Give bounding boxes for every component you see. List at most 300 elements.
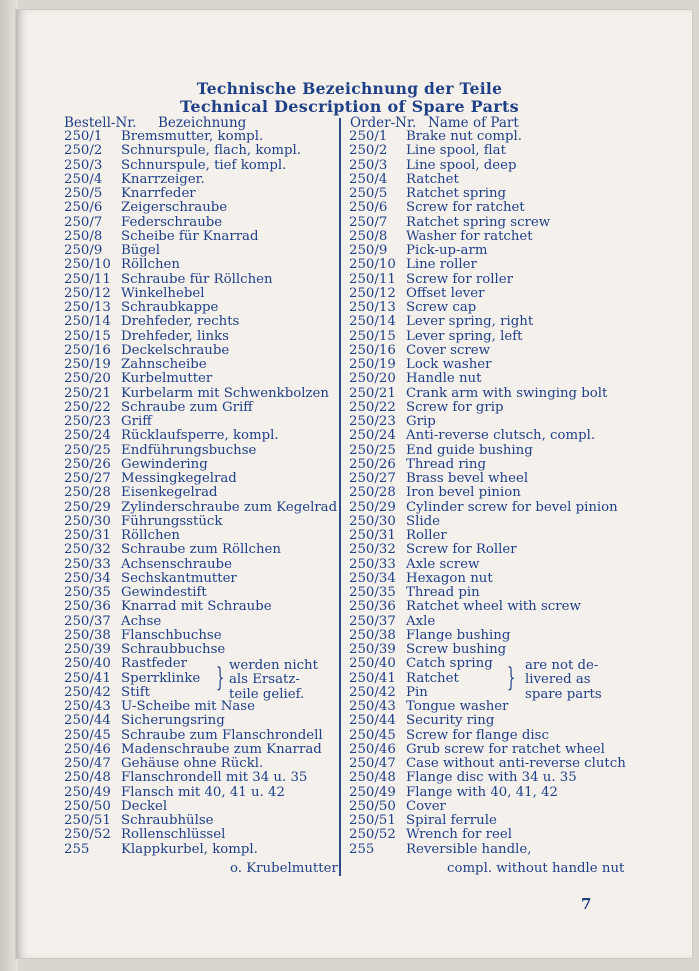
- part-number: 250/13: [349, 300, 396, 315]
- part-name: Anti-reverse clutsch, compl.: [406, 428, 596, 444]
- part-number: 250/5: [349, 186, 388, 201]
- part-number: 250/39: [64, 642, 111, 657]
- left-note-line-2: als Ersatz-: [229, 672, 300, 687]
- parts-row: [64, 600, 336, 614]
- part-number: 250/33: [349, 556, 396, 572]
- part-name: Spiral ferrule: [406, 813, 497, 828]
- parts-row: [349, 771, 639, 785]
- right-brace: }: [507, 663, 516, 693]
- part-number: 250/14: [64, 314, 111, 330]
- part-name: Schraube zum Flanschrondell: [121, 727, 323, 743]
- part-name: Axle: [406, 613, 436, 629]
- parts-row: [349, 800, 639, 814]
- part-name: Crank arm with swinging bolt: [406, 385, 608, 401]
- parts-row: [64, 330, 336, 344]
- parts-row: [64, 372, 336, 386]
- part-name: Schnurspule, tief kompl.: [121, 157, 287, 173]
- parts-row: [64, 315, 336, 329]
- part-name: Flange bushing: [406, 627, 511, 643]
- parts-row: [349, 714, 639, 728]
- part-number: 250/7: [349, 214, 388, 230]
- part-number: 250/3: [64, 157, 103, 173]
- part-number: 250/44: [349, 713, 396, 729]
- part-number: 250/16: [349, 342, 396, 358]
- part-name: Schraube für Röllchen: [121, 271, 273, 287]
- parts-row: [64, 486, 336, 500]
- part-name: Security ring: [406, 713, 495, 729]
- part-name: Grip: [406, 414, 436, 429]
- part-number: 250/19: [64, 357, 111, 372]
- part-name: Schraubkappe: [121, 300, 219, 315]
- part-name: Flange disc with 34 u. 35: [406, 770, 577, 786]
- part-name: Iron bevel pinion: [406, 485, 521, 501]
- parts-row: [64, 258, 336, 272]
- part-name: Tongue washer: [406, 699, 509, 714]
- part-number: 250/40: [349, 656, 396, 672]
- parts-row: [64, 201, 336, 215]
- part-number: 250/23: [349, 414, 396, 429]
- part-name: Knarrzeiger.: [121, 171, 205, 187]
- part-number: 250/24: [349, 428, 396, 444]
- part-name: Line spool, deep: [406, 157, 517, 173]
- part-number: 250/20: [349, 371, 396, 387]
- part-number: 250/15: [349, 328, 396, 344]
- parts-row: [349, 472, 639, 486]
- part-number: 250/10: [64, 257, 111, 273]
- parts-row: [64, 729, 336, 743]
- parts-row: [349, 458, 639, 472]
- part-number: 250/38: [64, 627, 111, 643]
- part-number: 250/22: [64, 399, 111, 415]
- parts-row: [349, 843, 639, 857]
- part-number: 250/25: [64, 442, 111, 458]
- parts-row: [64, 230, 336, 244]
- part-number: 250/51: [64, 813, 111, 828]
- part-name: Screw for flange disc: [406, 727, 549, 743]
- part-number: 250/23: [64, 414, 111, 429]
- part-name: Zylinderschraube zum Kegelrad: [121, 499, 338, 515]
- parts-row: [64, 472, 336, 486]
- parts-row: [64, 130, 336, 144]
- right-header-name: Name of Part: [428, 115, 519, 131]
- part-name: Flanschbuchse: [121, 627, 222, 643]
- parts-row: [349, 444, 639, 458]
- parts-row: [349, 415, 639, 429]
- part-name: Bügel: [121, 243, 160, 258]
- parts-row: [64, 757, 336, 771]
- parts-row: [349, 672, 639, 686]
- parts-row: [349, 558, 639, 572]
- column-divider: [339, 118, 341, 876]
- parts-row: [64, 786, 336, 800]
- part-name: Scheibe für Knarrad: [121, 228, 259, 244]
- part-name: Handle nut: [406, 371, 482, 387]
- part-name: Griff: [121, 414, 152, 429]
- parts-row: [349, 629, 639, 643]
- parts-row: [349, 529, 639, 543]
- part-number: 250/28: [64, 485, 111, 501]
- parts-row: [349, 515, 639, 529]
- parts-row: [64, 843, 336, 857]
- part-number: 250/37: [349, 613, 396, 629]
- part-number: 250/9: [64, 243, 103, 258]
- part-number: 250/4: [64, 171, 103, 187]
- parts-row: [349, 429, 639, 443]
- parts-row: [349, 743, 639, 757]
- parts-row: [349, 159, 639, 173]
- part-number: 250/11: [349, 271, 396, 287]
- part-name: Gehäuse ohne Rückl.: [121, 756, 264, 771]
- part-name: Rollenschlüssel: [121, 827, 226, 843]
- part-name: Achsenschraube: [121, 556, 232, 572]
- part-number: 255: [64, 841, 90, 857]
- part-name: Screw cap: [406, 300, 477, 315]
- part-number: 250/40: [64, 656, 111, 672]
- part-name: Flange with 40, 41, 42: [406, 784, 559, 800]
- part-name: Drehfeder, rechts: [121, 314, 240, 330]
- part-name: Lever spring, left: [406, 328, 523, 344]
- left-header-name: Bezeichnung: [158, 115, 247, 131]
- part-name: Thread pin: [406, 585, 480, 600]
- parts-row: [349, 401, 639, 415]
- part-name: Sicherungsring: [121, 713, 225, 729]
- part-name: Kurbelmutter: [121, 371, 213, 387]
- right-note-line-2: livered as: [525, 672, 591, 687]
- part-number: 250/2: [64, 143, 103, 159]
- part-number: 250/38: [349, 627, 396, 643]
- part-name: Schnurspule, flach, kompl.: [121, 143, 302, 159]
- part-name: Washer for ratchet: [406, 228, 533, 244]
- part-number: 250/11: [64, 271, 111, 287]
- part-name: Stift: [121, 684, 150, 700]
- part-number: 250/39: [349, 642, 396, 657]
- part-number: 250/28: [349, 485, 396, 501]
- part-name: Kurbelarm mit Schwenkbolzen: [121, 385, 329, 401]
- part-number: 250/42: [349, 684, 396, 700]
- right-note-line-3: spare parts: [525, 687, 602, 702]
- part-number: 250/33: [64, 556, 111, 572]
- part-number: 250/50: [349, 798, 396, 814]
- part-name: Eisenkegelrad: [121, 485, 218, 501]
- parts-row: [64, 287, 336, 301]
- part-number: 250/52: [349, 827, 396, 843]
- part-number: 250/7: [64, 214, 103, 230]
- part-name: Cylinder screw for bevel pinion: [406, 499, 618, 515]
- part-name: Führungsstück: [121, 513, 223, 529]
- part-number: 250/8: [349, 228, 388, 244]
- parts-row: [349, 372, 639, 386]
- parts-row: [64, 558, 336, 572]
- part-number: 250/43: [64, 699, 111, 714]
- part-number: 250/52: [64, 827, 111, 843]
- part-number: 250/21: [349, 385, 396, 401]
- part-number: 250/9: [349, 243, 388, 258]
- part-name: Zahnscheibe: [121, 357, 207, 372]
- part-name: Gewindestift: [121, 585, 207, 600]
- part-number: 250/35: [64, 585, 111, 600]
- part-number: 250/41: [349, 670, 396, 686]
- part-name: Brake nut compl.: [406, 129, 522, 144]
- part-name: Case without anti-reverse clutch: [406, 756, 626, 771]
- parts-row: [64, 814, 336, 828]
- part-number: 250/49: [349, 784, 396, 800]
- part-number: 250/14: [349, 314, 396, 330]
- left-parts-list: [64, 130, 336, 857]
- part-name: End guide bushing: [406, 442, 533, 458]
- parts-row: [349, 287, 639, 301]
- part-name: Pick-up-arm: [406, 243, 488, 258]
- part-number: 250/50: [64, 798, 111, 814]
- part-number: 250/4: [349, 171, 388, 187]
- part-name: Knarrfeder: [121, 186, 196, 201]
- left-last-line: o. Krubelmutter: [230, 861, 338, 876]
- part-number: 250/15: [64, 328, 111, 344]
- parts-row: [349, 615, 639, 629]
- part-name: Roller: [406, 528, 447, 543]
- part-name: Knarrad mit Schraube: [121, 599, 272, 615]
- part-name: Flansch mit 40, 41 u. 42: [121, 784, 285, 800]
- parts-row: [349, 230, 639, 244]
- part-number: 250/37: [64, 613, 111, 629]
- part-name: Zeigerschraube: [121, 200, 228, 216]
- parts-row: [349, 786, 639, 800]
- parts-row: [64, 515, 336, 529]
- parts-row: [64, 800, 336, 814]
- parts-row: [349, 130, 639, 144]
- part-name: Screw for grip: [406, 399, 504, 415]
- part-number: 250/27: [64, 471, 111, 486]
- part-number: 250/36: [64, 599, 111, 615]
- part-number: 250/29: [349, 499, 396, 515]
- parts-row: [64, 572, 336, 586]
- part-number: 250/29: [64, 499, 111, 515]
- parts-row: [64, 144, 336, 158]
- part-name: Rücklaufsperre, kompl.: [121, 428, 279, 444]
- left-note-line-1: werden nicht: [229, 658, 318, 673]
- parts-row: [64, 586, 336, 600]
- part-number: 250/34: [64, 570, 111, 586]
- part-name: Ratchet: [406, 171, 459, 187]
- parts-row: [349, 273, 639, 287]
- part-name: Slide: [406, 513, 440, 529]
- part-number: 250/34: [349, 570, 396, 586]
- left-brace: }: [216, 663, 225, 693]
- part-name: Deckelschraube: [121, 342, 230, 358]
- left-header-number: Bestell-Nr.: [64, 115, 137, 131]
- part-name: Hexagon nut: [406, 570, 493, 586]
- part-number: 250/45: [349, 727, 396, 743]
- left-note-line-3: teile gelief.: [229, 687, 305, 702]
- parts-row: [349, 144, 639, 158]
- part-number: 250/46: [349, 741, 396, 757]
- part-name: Reversible handle,: [406, 841, 532, 857]
- parts-row: [64, 173, 336, 187]
- part-number: 250/45: [64, 727, 111, 743]
- part-name: Screw for Roller: [406, 542, 517, 558]
- part-name: Line roller: [406, 257, 477, 273]
- parts-row: [349, 315, 639, 329]
- part-name: Brass bevel wheel: [406, 471, 529, 486]
- part-number: 250/12: [349, 285, 396, 301]
- part-number: 250/47: [64, 756, 111, 771]
- part-name: Ratchet spring screw: [406, 214, 551, 230]
- part-name: Deckel: [121, 798, 168, 814]
- part-number: 250/5: [64, 186, 103, 201]
- part-name: Screw for ratchet: [406, 200, 525, 216]
- parts-row: [64, 216, 336, 230]
- part-name: Wrench for reel: [406, 827, 512, 843]
- parts-row: [349, 244, 639, 258]
- part-name: Federschraube: [121, 214, 223, 230]
- part-name: Cover screw: [406, 342, 491, 358]
- part-number: 250/42: [64, 684, 111, 700]
- parts-row: [64, 187, 336, 201]
- part-number: 250/1: [349, 129, 388, 144]
- part-number: 250/31: [64, 528, 111, 543]
- part-name: Lever spring, right: [406, 314, 534, 330]
- part-name: Winkelhebel: [121, 285, 205, 301]
- part-name: Ratchet: [406, 670, 459, 686]
- part-number: 250/19: [349, 357, 396, 372]
- parts-row: [349, 572, 639, 586]
- parts-row: [64, 743, 336, 757]
- title-english: Technical Description of Spare Parts: [180, 97, 519, 116]
- parts-row: [64, 415, 336, 429]
- part-name: U-Scheibe mit Nase: [121, 699, 256, 714]
- part-name: Line spool, flat: [406, 143, 506, 159]
- parts-row: [64, 643, 336, 657]
- part-number: 250/49: [64, 784, 111, 800]
- part-number: 250/26: [349, 456, 396, 472]
- parts-row: [349, 828, 639, 842]
- part-name: Achse: [121, 613, 162, 629]
- part-number: 250/6: [349, 200, 388, 216]
- part-name: Catch spring: [406, 656, 493, 672]
- parts-row: [64, 714, 336, 728]
- parts-row: [349, 301, 639, 315]
- right-parts-list: [349, 130, 639, 857]
- part-name: Klappkurbel, kompl.: [121, 841, 258, 857]
- part-name: Ratchet wheel with screw: [406, 599, 581, 615]
- part-name: Gewindering: [121, 456, 208, 472]
- parts-row: [349, 757, 639, 771]
- title-german: Technische Bezeichnung der Teile: [196, 79, 503, 98]
- parts-row: [349, 586, 639, 600]
- parts-row: [64, 629, 336, 643]
- part-number: 250/36: [349, 599, 396, 615]
- part-name: Schraubbuchse: [121, 642, 226, 657]
- part-name: Grub screw for ratchet wheel: [406, 741, 605, 757]
- parts-row: [64, 387, 336, 401]
- parts-row: [349, 330, 639, 344]
- part-name: Ratchet spring: [406, 186, 507, 201]
- part-number: 250/46: [64, 741, 111, 757]
- parts-row: [64, 444, 336, 458]
- part-number: 250/6: [64, 200, 103, 216]
- parts-row: [64, 501, 336, 515]
- parts-row: [64, 301, 336, 315]
- parts-row: [349, 387, 639, 401]
- parts-row: [64, 244, 336, 258]
- parts-row: [349, 543, 639, 557]
- parts-row: [64, 615, 336, 629]
- right-last-line: compl. without handle nut: [447, 861, 625, 876]
- parts-row: [349, 216, 639, 230]
- parts-row: [349, 201, 639, 215]
- part-name: Screw bushing: [406, 642, 507, 657]
- part-name: Schraube zum Röllchen: [121, 542, 281, 558]
- part-name: Thread ring: [406, 456, 487, 472]
- right-header-number: Order-Nr.: [350, 115, 417, 131]
- page-number: 7: [581, 895, 592, 913]
- part-number: 250/32: [349, 542, 396, 558]
- parts-row: [349, 486, 639, 500]
- part-number: 250/32: [64, 542, 111, 558]
- part-name: Madenschraube zum Knarrad: [121, 741, 322, 757]
- parts-row: [64, 429, 336, 443]
- parts-row: [349, 358, 639, 372]
- parts-row: [349, 600, 639, 614]
- part-number: 250/10: [349, 257, 396, 273]
- parts-row: [349, 258, 639, 272]
- part-number: 250/25: [349, 442, 396, 458]
- part-number: 250/2: [349, 143, 388, 159]
- part-name: Bremsmutter, kompl.: [121, 129, 264, 144]
- right-note-line-1: are not de-: [525, 658, 599, 673]
- part-name: Sechskantmutter: [121, 570, 237, 586]
- part-name: Axle screw: [406, 556, 480, 572]
- parts-row: [349, 173, 639, 187]
- part-name: Drehfeder, links: [121, 328, 229, 344]
- parts-row: [64, 159, 336, 173]
- parts-row: [64, 401, 336, 415]
- parts-row: [349, 501, 639, 515]
- part-name: Röllchen: [121, 528, 180, 543]
- parts-row: [349, 729, 639, 743]
- part-name: Endführungsbuchse: [121, 442, 257, 458]
- part-number: 250/1: [64, 129, 103, 144]
- part-number: 250/20: [64, 371, 111, 387]
- part-name: Offset lever: [406, 285, 485, 301]
- part-number: 250/48: [64, 770, 111, 786]
- part-name: Rastfeder: [121, 656, 187, 672]
- part-number: 250/12: [64, 285, 111, 301]
- part-number: 250/27: [349, 471, 396, 486]
- part-name: Schraubhülse: [121, 813, 214, 828]
- part-name: Röllchen: [121, 257, 180, 273]
- part-number: 250/30: [349, 513, 396, 529]
- part-number: 250/3: [349, 157, 388, 173]
- parts-row: [64, 771, 336, 785]
- part-name: Lock washer: [406, 357, 492, 372]
- part-name: Schraube zum Griff: [121, 399, 253, 415]
- part-number: 250/41: [64, 670, 111, 686]
- part-number: 250/43: [349, 699, 396, 714]
- part-number: 250/44: [64, 713, 111, 729]
- part-name: Pin: [406, 684, 428, 700]
- parts-row: [64, 458, 336, 472]
- part-number: 250/51: [349, 813, 396, 828]
- part-number: 250/31: [349, 528, 396, 543]
- part-number: 250/48: [349, 770, 396, 786]
- parts-row: [64, 543, 336, 557]
- part-number: 250/35: [349, 585, 396, 600]
- part-name: Cover: [406, 798, 446, 814]
- parts-row: [64, 828, 336, 842]
- part-number: 250/30: [64, 513, 111, 529]
- part-number: 250/8: [64, 228, 103, 244]
- part-number: 250/13: [64, 300, 111, 315]
